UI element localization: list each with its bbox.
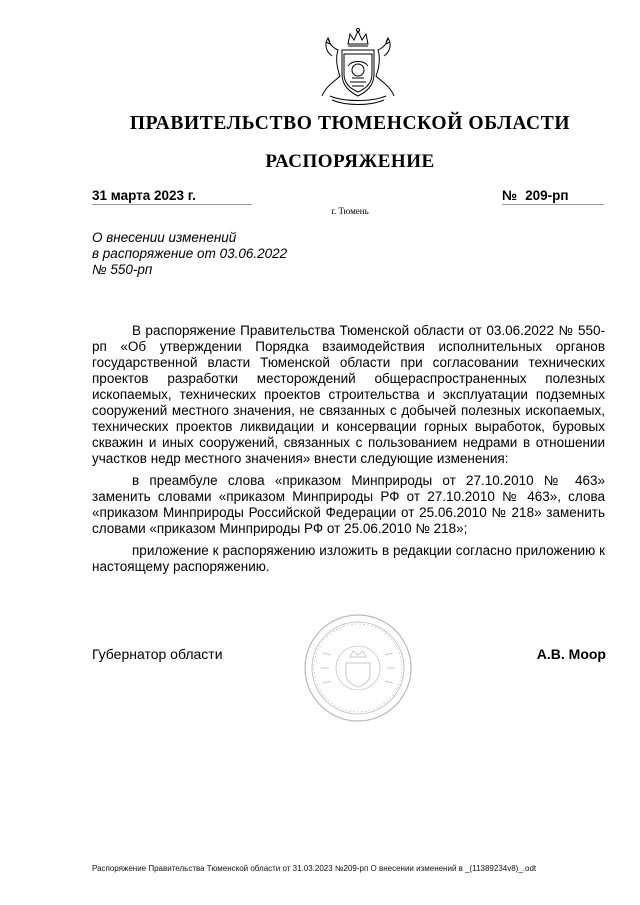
document-type: РАСПОРЯЖЕНИЕ <box>265 151 435 172</box>
subject-line: в распоряжение от 03.06.2022 <box>92 246 288 261</box>
document-number: 209-рп <box>525 188 569 203</box>
signer-name: А.В. Моор <box>536 646 606 662</box>
document-city: г. Тюмень <box>331 206 369 216</box>
coat-of-arms-emblem <box>314 26 402 108</box>
document-footer: Распоряжение Правительства Тюменской области от 31.03.2023 №209-рп О внесении изменений в _(11389234v8)_.odt <box>92 864 537 873</box>
body-paragraph: в преамбуле слова «приказом Минприроды от 27.10.2010 № 463» заменить словами «приказом Минприроды РФ от 27.10.2010 № 463», слова «приказом Минприроды Российской Федерации от 25.06.2010 № 218» заменить словами «приказом Минприроды РФ от 25.06.2010 № 218»; <box>92 473 605 536</box>
document-date: 31 марта 2023 г. <box>92 188 252 205</box>
document-number-field <box>502 188 604 205</box>
subject-line: О внесении изменений <box>92 230 237 245</box>
government-title: ПРАВИТЕЛЬСТВО ТЮМЕНСКОЙ ОБЛАСТИ <box>129 113 571 134</box>
number-sign: № <box>502 188 518 203</box>
subject-line: № 550-рп <box>92 262 153 277</box>
official-seal <box>303 613 413 723</box>
body-paragraph: приложение к распоряжению изложить в редакции согласно приложению к настоящему распоряжению. <box>92 543 605 574</box>
signer-position: Губернатор области <box>92 646 223 662</box>
document-subject <box>92 230 332 278</box>
document-body <box>92 323 605 581</box>
body-paragraph: В распоряжение Правительства Тюменской области от 03.06.2022 № 550-рп «Об утверждении Порядка взаимодействия исполнительных органов государственной власти Тюменской области при согласовании технических проектов разработки месторождений общераспространенных полезных ископаемых, технических проектов строительства и эксплуатации подземных сооружений местного значения, не связанных с добычей полезных ископаемых, технических проектов ликвидации и консервации горных выработок, буровых скважин и иных сооружений, связанных с пользованием недрами в отношении участков недр местного значения» внести следующие изменения: <box>92 323 605 466</box>
